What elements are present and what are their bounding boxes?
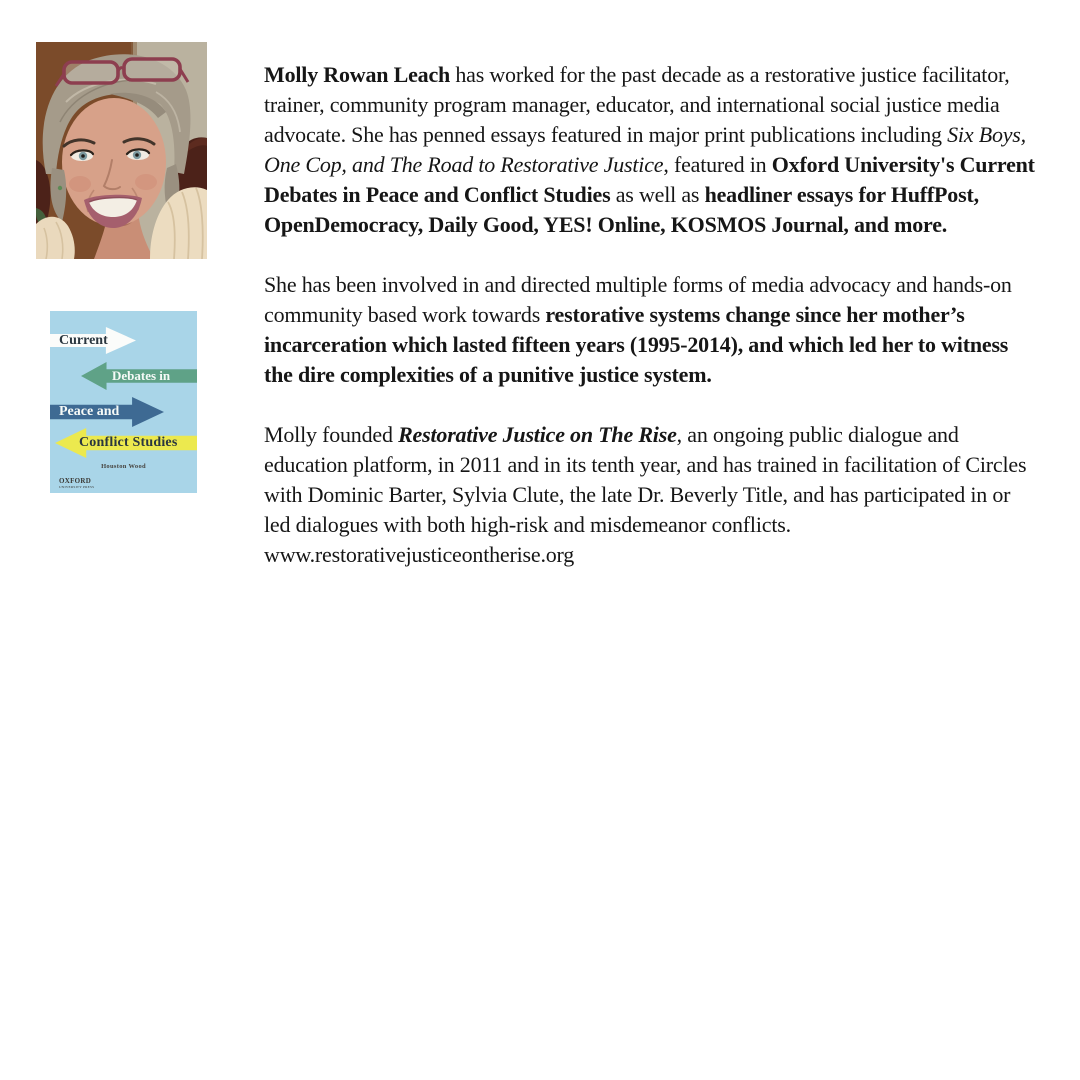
publisher-logo — [59, 478, 94, 490]
headshot-illustration — [36, 42, 207, 259]
book-cover-arrow-label: Debates in — [112, 368, 171, 383]
person-name: Molly Rowan Leach — [264, 62, 451, 87]
book-author: Houston Wood — [101, 463, 146, 470]
book-cover-arrow-peace-and — [50, 397, 164, 427]
bio-paragraph-founding: Molly founded Restorative Justice on The Rise, an ongoing public dialogue and education platform, in 2011 and in its tenth year, and has trained in facilitation of Circles with Dominic Barter, Sylvia Clute, the late Dr. Beverly Title, and has participated in or led dialogues with both high-risk and misdemeanor conflicts. www.restorativejusticeontherise.org — [264, 422, 1027, 567]
bio-paragraph-career: Molly Rowan Leach has worked for the past decade as a restorative justice facilitator, trainer, community program manager, educator, and international social justice media advocate. She has penned essays featured in major print publications including Six Boys, One Cop, and The Road to Restorative Justice, featured in Oxford University's Current Debates in Peace and Conflict Studies as well as headliner essays for HuffPost, OpenDemocracy, Daily Good, YES! Online, KOSMOS Journal, and more. — [264, 62, 1035, 237]
book-cover-arrow-current — [50, 327, 136, 354]
book-cover-arrow-label: Conflict Studies — [79, 435, 178, 450]
book-cover-arrow-label: Peace and — [59, 404, 120, 419]
bio-text-column — [264, 60, 1036, 600]
website-url: www.restorativejusticeontherise.org — [264, 542, 575, 567]
bio-paragraph-advocacy: She has been involved in and directed multiple forms of media advocacy and hands-on community based work towards restorative systems change since her mother’s incarceration which lasted fifteen years (1995-2014), and which led her to witness the dire complexities of a punitive justice system. — [264, 272, 1012, 387]
book-cover-arrow-debates-in — [81, 362, 197, 390]
headshot-photo — [36, 42, 207, 259]
publisher-name: OXFORD — [59, 477, 92, 485]
publisher-subtitle: UNIVERSITY PRESS — [59, 484, 95, 489]
book-cover-arrow-conflict-studies — [55, 428, 197, 458]
book-cover — [50, 311, 197, 493]
book-cover-arrow-label: Current — [59, 332, 108, 348]
